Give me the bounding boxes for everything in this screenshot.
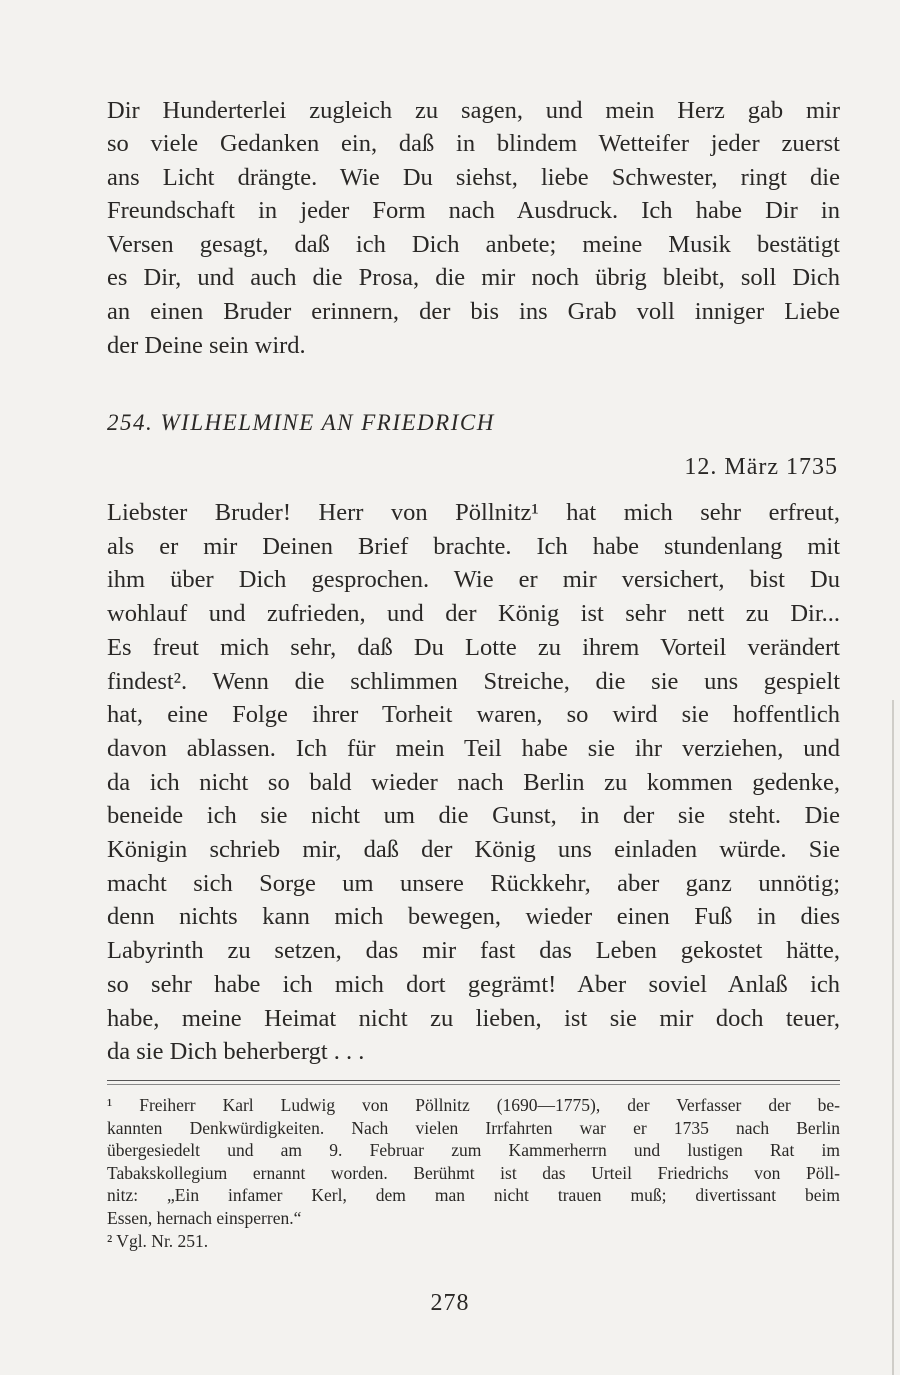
- text-line: als er mir Deinen Brief brachte. Ich habe stundenlang mit: [107, 532, 840, 560]
- text-line: findest². Wenn die schlimmen Streiche, die sie uns gespielt: [107, 667, 840, 695]
- footnote-line: nitz: „Ein infamer Kerl, dem man nicht trauen muß; divertissant beim: [107, 1185, 840, 1206]
- footnote-line: kannten Denkwürdigkeiten. Nach vielen Irrfahrten war er 1735 nach Berlin: [107, 1117, 840, 1138]
- text-line: da sie Dich beherbergt . . .: [107, 1038, 365, 1066]
- text-line: an einen Bruder erinnern, der bis ins Grab voll inniger Liebe: [107, 298, 840, 325]
- text-line: es Dir, und auch die Prosa, die mir noch übrig bleibt, soll Dich: [107, 264, 840, 291]
- text-line: Freundschaft in jeder Form nach Ausdruck. Ich habe Dir in: [107, 197, 840, 224]
- footnote-line: ² Vgl. Nr. 251.: [107, 1230, 209, 1251]
- text-line: so sehr habe ich mich dort gegrämt! Aber soviel Anlaß ich: [107, 970, 840, 998]
- footnote-line: übergesiedelt und am 9. Februar zum Kammerherrn und lustigen Rat im: [107, 1140, 840, 1161]
- text-line: beneide ich sie nicht um die Gunst, in der sie steht. Die: [107, 802, 840, 830]
- footnote-rule: [107, 1080, 840, 1081]
- footnote-line: Tabakskollegium ernannt worden. Berühmt ist das Urteil Friedrichs von Pöll-: [107, 1162, 840, 1183]
- text-line: der Deine sein wird.: [107, 332, 306, 359]
- text-line: ans Licht drängte. Wie Du siehst, liebe Schwester, ringt die: [107, 164, 840, 191]
- text-line: Labyrinth zu setzen, das mir fast das Leben gekostet hätte,: [107, 937, 840, 965]
- text-line: Versen gesagt, daß ich Dich anbete; meine Musik bestätigt: [107, 231, 840, 258]
- text-line: Königin schrieb mir, daß der König uns einladen würde. Sie: [107, 836, 840, 863]
- letter-date: 12. März 1735: [684, 454, 838, 480]
- text-line: davon ablassen. Ich für mein Teil habe sie ihr verziehen, und: [107, 734, 840, 762]
- text-line: ihm über Dich gesprochen. Wie er mir versichert, bist Du: [107, 566, 840, 594]
- text-line: hat, eine Folge ihrer Torheit waren, so wird sie hoffentlich: [107, 701, 840, 729]
- text-line: wohlauf und zufrieden, und der König ist sehr nett zu Dir...: [107, 600, 840, 628]
- footnote-rule: [107, 1084, 840, 1085]
- text-line: macht sich Sorge um unsere Rückkehr, aber ganz unnötig;: [107, 869, 840, 897]
- letter-heading: 254. WILHELMINE AN FRIEDRICH: [107, 410, 495, 435]
- text-line: Liebster Bruder! Herr von Pöllnitz¹ hat mich sehr erfreut,: [107, 499, 840, 526]
- footnote-line: ¹ Freiherr Karl Ludwig von Pöllnitz (1690—1775), der Verfasser der be-: [107, 1095, 840, 1115]
- text-line: Dir Hunderterlei zugleich zu sagen, und mein Herz gab mir: [107, 97, 840, 124]
- footnote-line: Essen, hernach einsperren.“: [107, 1208, 302, 1228]
- page-number: 278: [430, 1290, 470, 1316]
- text-line: so viele Gedanken ein, daß in blindem Wetteifer jeder zuerst: [107, 130, 840, 157]
- page-edge: [892, 700, 894, 1375]
- text-line: denn nichts kann mich bewegen, wieder einen Fuß in dies: [107, 903, 840, 931]
- text-line: Es freut mich sehr, daß Du Lotte zu ihrem Vorteil verändert: [107, 633, 840, 661]
- text-line: habe, meine Heimat nicht zu lieben, ist sie mir doch teuer,: [107, 1004, 840, 1032]
- text-line: da ich nicht so bald wieder nach Berlin zu kommen gedenke,: [107, 768, 840, 796]
